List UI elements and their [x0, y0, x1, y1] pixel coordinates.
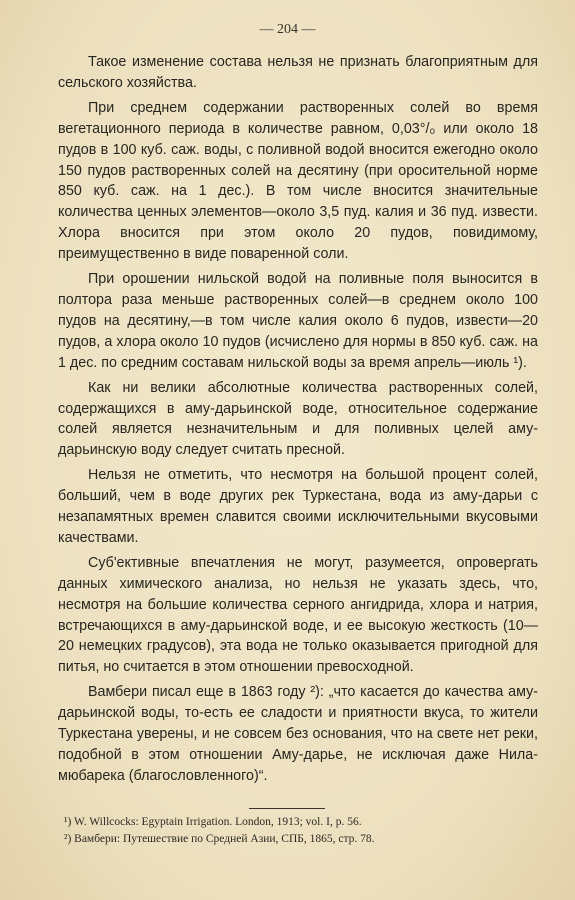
main-text: [58, 52, 538, 787]
footnote-1: ¹) W. Willcocks: Egyptain Irrigation. London, 1913; vol. I, p. 56.: [64, 816, 362, 828]
paragraph-1: Такое изменение состава нельзя не признать благоприятным для сельского хозяйства.: [58, 54, 538, 91]
paragraph-5: Нельзя не отметить, что несмотря на большой процент солей, больший, чем в воде других рек Туркестана, вода из аму-дарьи с незапамятных времен славится своими исключительными вкусовыми качествами.: [58, 467, 538, 546]
paragraph-3: При орошении нильской водой на поливные поля выносится в полтора раза меньше растворенных солей—в среднем около 100 пудов на десятину,—в том числе калия около 6 пудов, извести—20 пудов, а хлора около 10 пудов (исчислено для нормы в 850 куб. саж. на 1 дес. по средним составам нильской воды за время апрель—июль ¹).: [58, 271, 538, 371]
footnote-2: ²) Вамбери: Путешествие по Средней Азии, СПБ, 1865, стр. 78.: [64, 833, 375, 845]
paragraph-4: Как ни велики абсолютные количества растворенных солей, содержащихся в аму-дарьинской воде, относительное содержание солей является незначительным и для поливных целей аму-дарьинскую воду следует считать пресной.: [58, 379, 538, 459]
page-number: — 204 —: [259, 22, 316, 37]
paragraph-2: При среднем содержании растворенных солей во время вегетационного периода в количестве равном, 0,03°/₀ или около 18 пудов в 100 куб. саж. воды, с поливной водой вносится ежегодно около 150 пудов растворенных солей на десятину (при оросительной норме 850 куб. саж. на 1 дес.). В том числе вносится значительные количества ценных элементов—около 3,5 пуд. калия и 36 пуд. извести. Хлора вносится при этом около 20 пудов, повидимому, преимущественно в виде поваренной соли.: [58, 99, 538, 263]
footnote-divider: [249, 808, 325, 809]
paragraph-7: Вамбери писал еще в 1863 году ²): „что касается до качества аму-дарьинской воды, то-есть ее сладости и приятности вкуса, то жители Туркестана уверены, и не совсем без основания, что на свете нет реки, подобной в этом отношении Аму-дарье, не исключая даже Нила-мюбарека (благословленного)“.: [58, 684, 538, 784]
paragraph-6: Суб'ективные впечатления не могут, разумеется, опровергать данных химического анализа, но нельзя не указать здесь, что, несмотря на большие количества серного ангидрида, хлора и натрия, встречающихся в аму-дарьинской воде, и ее высокую жесткость (10—20 немецких градусов), эта вода не только оказывается пригодной для питья, но считается в этом отношении превосходной.: [58, 554, 538, 676]
footnotes: [64, 814, 534, 848]
